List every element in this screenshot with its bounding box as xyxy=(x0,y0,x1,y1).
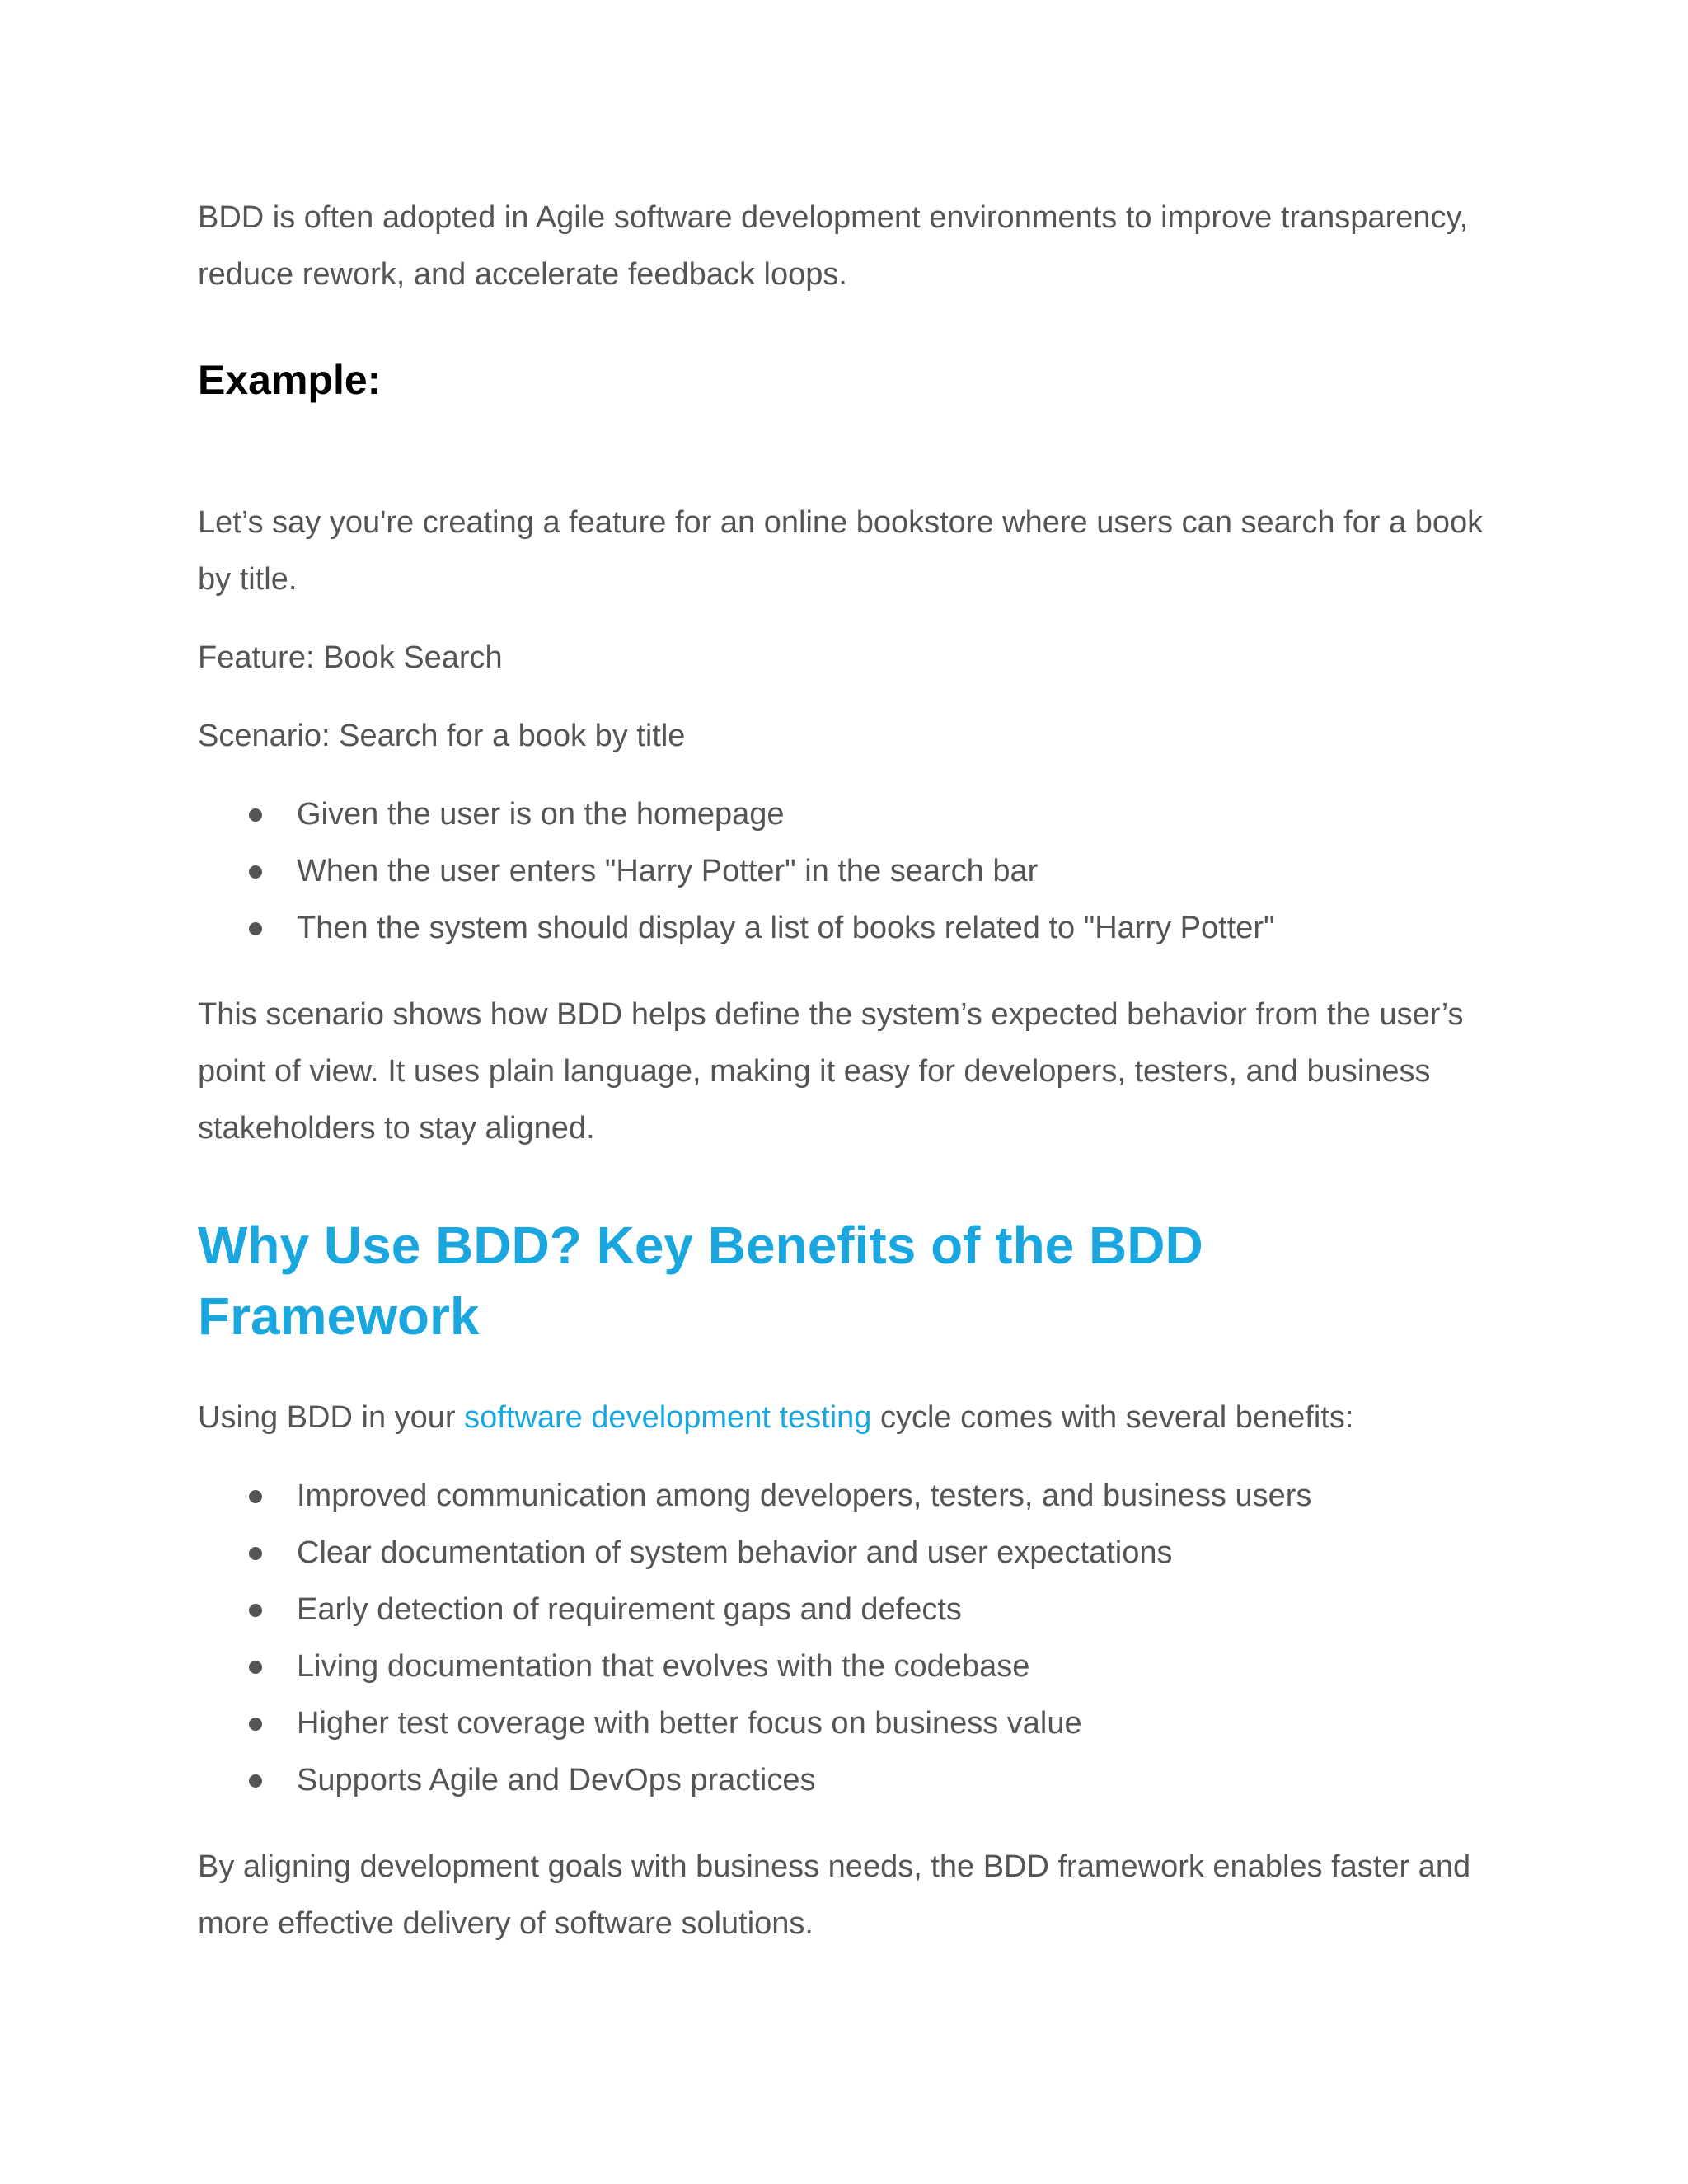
scenario-step-text: When the user enters "Harry Potter" in the search bar xyxy=(297,854,1039,888)
bullet-icon xyxy=(249,1774,262,1788)
scenario-step-text: Given the user is on the homepage xyxy=(297,797,785,832)
list-item xyxy=(198,1752,1500,1809)
bullet-icon xyxy=(249,1490,262,1503)
scenario-line: Scenario: Search for a book by title xyxy=(198,719,686,753)
software-development-testing-link[interactable]: software development testing xyxy=(464,1400,872,1435)
benefit-text: Early detection of requirement gaps and defects xyxy=(297,1592,962,1627)
bullet-icon xyxy=(249,1604,262,1617)
list-item xyxy=(198,1638,1500,1695)
bullet-icon xyxy=(249,1661,262,1674)
benefits-intro-paragraph xyxy=(198,1390,1500,1446)
feature-line: Feature: Book Search xyxy=(198,640,503,675)
benefits-intro-before: Using BDD in your xyxy=(198,1400,465,1435)
benefit-text: Clear documentation of system behavior and user expectations xyxy=(297,1535,1173,1570)
list-item xyxy=(198,1582,1500,1638)
benefit-text: Improved communication among developers, testers, and business users xyxy=(297,1479,1312,1513)
scenario-description-paragraph: This scenario shows how BDD helps define the system’s expected behavior from the user’s point of view. It uses plain language, making it easy for developers, testers, and business stakeholders to stay aligned. xyxy=(198,997,1464,1146)
intro-paragraph: BDD is often adopted in Agile software development environments to improve transparency, reduce rework, and accelerate feedback loops. xyxy=(198,200,1469,292)
list-item xyxy=(198,1525,1500,1582)
scenario-steps-list xyxy=(198,786,1500,957)
bullet-icon xyxy=(249,922,262,935)
document-page xyxy=(198,190,1500,1952)
benefits-intro-after: cycle comes with several benefits: xyxy=(871,1400,1354,1435)
conclusion-paragraph: By aligning development goals with business needs, the BDD framework enables faster and more effective delivery of software solutions. xyxy=(198,1849,1471,1941)
benefit-text: Supports Agile and DevOps practices xyxy=(297,1763,816,1797)
bullet-icon xyxy=(249,1547,262,1560)
benefit-text: Higher test coverage with better focus on business value xyxy=(297,1706,1082,1741)
list-item xyxy=(198,786,1500,843)
list-item xyxy=(198,900,1500,957)
benefits-list xyxy=(198,1468,1500,1809)
bullet-icon xyxy=(249,1718,262,1731)
example-intro-paragraph: Let’s say you're creating a feature for an online bookstore where users can search for a book by title. xyxy=(198,505,1484,597)
list-item xyxy=(198,1695,1500,1752)
bullet-icon xyxy=(249,808,262,822)
bullet-icon xyxy=(249,865,262,879)
benefit-text: Living documentation that evolves with the codebase xyxy=(297,1649,1030,1684)
example-heading: Example: xyxy=(198,357,382,403)
scenario-step-text: Then the system should display a list of books related to "Harry Potter" xyxy=(297,911,1275,945)
section-heading: Why Use BDD? Key Benefits of the BDD Framework xyxy=(198,1216,1203,1346)
list-item xyxy=(198,843,1500,900)
list-item xyxy=(198,1468,1500,1525)
